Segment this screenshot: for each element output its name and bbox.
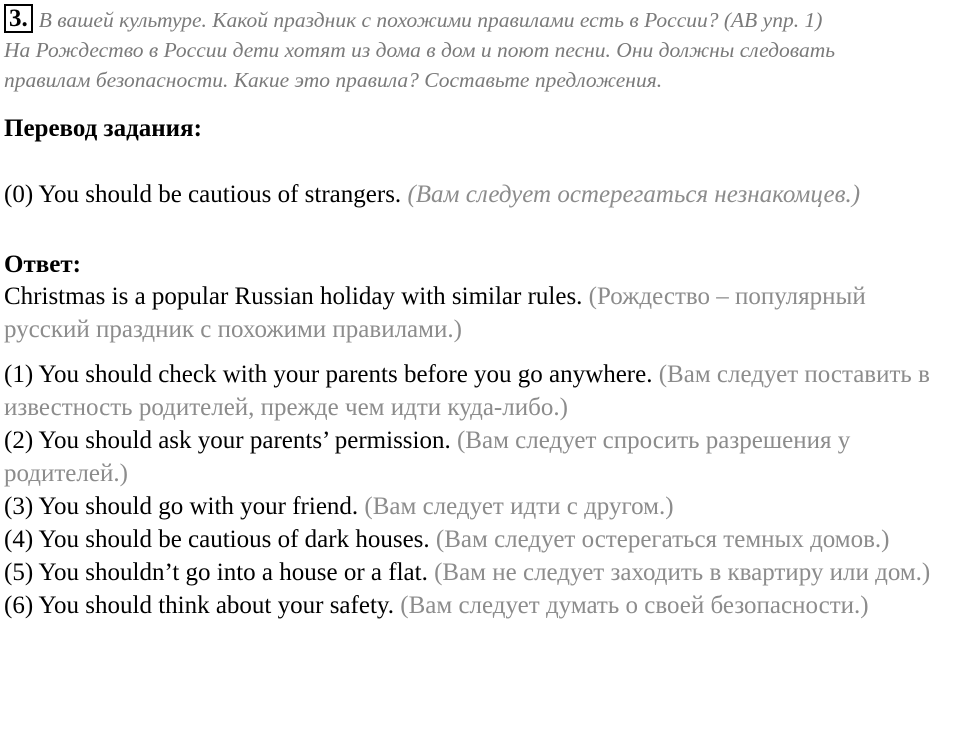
item-russian: (Вам следует спросить разрешения у родителей.) (4, 427, 851, 487)
item-russian: (Вам следует остерегаться темных домов.) (435, 526, 890, 553)
answer-item-2 (4, 424, 956, 490)
item-english: (3) You should go with your friend. (4, 493, 359, 520)
intro-russian: (Рождество – популярный русский праздник с похожими правилами.) (4, 283, 866, 343)
intro-english: Christmas is a popular Russian holiday with similar rules. (4, 283, 583, 310)
task-block (4, 4, 956, 95)
item-russian: (Вам следует поставить в известность родителей, прежде чем идти куда-либо.) (4, 361, 930, 421)
task-line-1 (4, 4, 956, 35)
task-number: 3. (4, 4, 33, 33)
answer-item-1 (4, 358, 956, 424)
item-english: (1) You should check with your parents before you go anywhere. (4, 361, 653, 388)
task-text-line-2: На Рождество в России дети хотят из дома в дом и поют песни. Они должны следовать (4, 38, 836, 62)
task-text-line-1: В вашей культуре. Какой праздник с похожими правилами есть в России? (AB упр. 1) (38, 8, 823, 32)
item-russian: (Вам следует думать о своей безопасности.) (400, 592, 869, 619)
translation-example (4, 178, 956, 211)
answer-item-5 (4, 556, 956, 589)
document-page (4, 0, 956, 622)
item-english: (5) You shouldn’t go into a house or a flat. (4, 559, 428, 586)
answer-heading: Ответ: (4, 251, 81, 278)
item-english: (2) You should ask your parents’ permission. (4, 427, 451, 454)
answer-intro (4, 280, 956, 346)
answer-item-6 (4, 589, 956, 622)
task-text-line-3: правилам безопасности. Какие это правила? Составьте предложения. (4, 68, 663, 92)
answer-item-3 (4, 490, 956, 523)
example-english: (0) You should be cautious of strangers. (4, 181, 402, 208)
item-english: (6) You should think about your safety. (4, 592, 395, 619)
item-russian: (Вам не следует заходить в квартиру или дом.) (434, 559, 931, 586)
item-russian: (Вам следует идти с другом.) (364, 493, 674, 520)
answer-item-4 (4, 523, 956, 556)
example-russian: (Вам следует остерегаться незнакомцев.) (407, 181, 861, 208)
item-english: (4) You should be cautious of dark houses. (4, 526, 430, 553)
translation-heading: Перевод задания: (4, 115, 202, 142)
